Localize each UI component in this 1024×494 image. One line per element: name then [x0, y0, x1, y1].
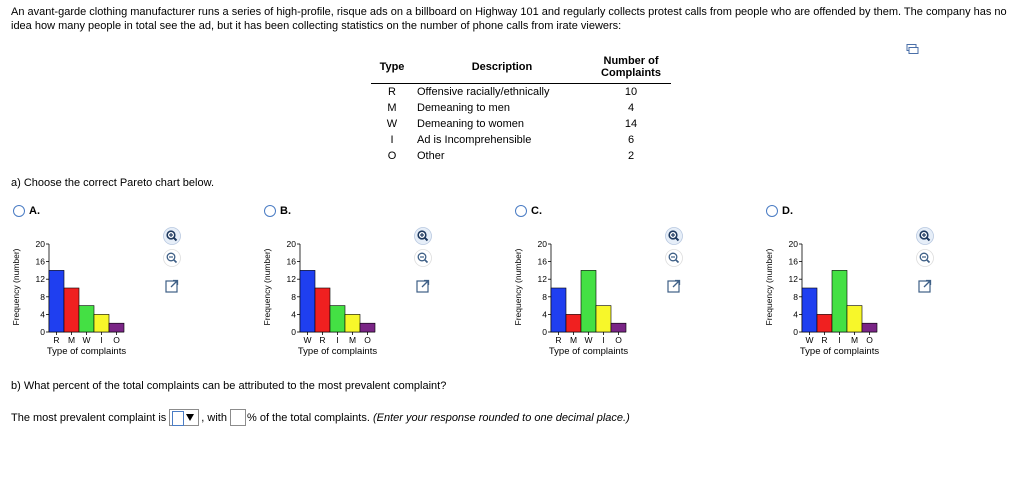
option-label: B. [280, 205, 291, 217]
cell-type: I [390, 134, 394, 146]
x-tick-label: M [348, 335, 357, 345]
y-tick-label: 0 [40, 327, 45, 337]
x-tick-label: W [303, 335, 312, 345]
y-tick-label: 16 [286, 256, 296, 267]
bar-W [300, 270, 315, 332]
x-tick-label: R [821, 335, 828, 345]
x-tick-label: O [113, 335, 120, 345]
bar-M [345, 314, 360, 332]
bar-O [109, 323, 124, 332]
part-a-prompt: a) Choose the correct Pareto chart below. [11, 177, 214, 189]
y-tick-label: 8 [542, 291, 547, 302]
cell-description: Ad is Incomprehensible [417, 134, 532, 146]
select-box [172, 411, 184, 426]
zoom-out-icon[interactable] [414, 249, 432, 267]
bar-O [862, 323, 877, 332]
y-tick-label: 20 [537, 239, 547, 249]
header-description: Description [413, 51, 591, 84]
pareto-chart-d [764, 233, 914, 363]
cell-description: Other [417, 150, 445, 162]
x-tick-label: O [866, 335, 873, 345]
y-tick-label: 4 [291, 309, 296, 320]
bar-W [79, 306, 94, 332]
part-b-prompt: b) What percent of the total complaints can be attributed to the most prevalent complaint? [11, 380, 447, 392]
bar-I [596, 306, 611, 332]
header-count: Number of Complaints [591, 51, 671, 84]
bar-R [49, 270, 64, 332]
y-tick-label: 16 [537, 256, 547, 267]
y-tick-label: 4 [793, 309, 798, 320]
cell-count: 6 [627, 134, 635, 146]
bar-I [832, 270, 847, 332]
cell-description: Demeaning to men [417, 102, 510, 114]
option-label: A. [29, 205, 40, 217]
y-axis-label: Frequency (number) [262, 248, 272, 326]
x-tick-label: M [569, 335, 578, 345]
y-tick-label: 20 [788, 239, 798, 249]
cell-count: 2 [627, 150, 635, 162]
y-tick-label: 12 [35, 274, 45, 285]
cell-type: M [387, 102, 397, 114]
radio-option-b[interactable] [264, 205, 276, 217]
y-tick-label: 12 [286, 274, 296, 285]
bar-W [581, 270, 596, 332]
option-d[interactable] [764, 205, 1014, 365]
x-tick-label: R [53, 335, 60, 345]
cell-description: Demeaning to women [417, 118, 525, 130]
y-tick-label: 20 [286, 239, 296, 249]
bar-O [360, 323, 375, 332]
y-tick-label: 12 [537, 274, 547, 285]
x-tick-label: W [805, 335, 814, 345]
complaints-table [371, 51, 671, 164]
answer-mid: , with [201, 411, 227, 424]
bar-R [817, 314, 832, 332]
zoom-in-icon[interactable] [916, 227, 934, 245]
bar-I [330, 306, 345, 332]
y-tick-label: 8 [291, 291, 296, 302]
y-tick-label: 0 [542, 327, 547, 337]
cell-count: 14 [624, 118, 638, 130]
option-b[interactable] [262, 205, 512, 365]
expand-icon[interactable] [665, 277, 683, 295]
zoom-in-icon[interactable] [414, 227, 432, 245]
radio-option-a[interactable] [13, 205, 25, 217]
pareto-chart-c [513, 233, 663, 363]
expand-icon[interactable] [916, 277, 934, 295]
y-tick-label: 16 [35, 256, 45, 267]
y-axis-label: Frequency (number) [11, 248, 21, 326]
answer-prefix: The most prevalent complaint is [11, 411, 167, 424]
zoom-in-icon[interactable] [163, 227, 181, 245]
x-tick-label: I [602, 335, 605, 345]
zoom-out-icon[interactable] [163, 249, 181, 267]
bar-R [551, 288, 566, 332]
option-a[interactable] [11, 205, 261, 365]
y-axis-label: Frequency (number) [764, 248, 774, 326]
bar-M [566, 314, 581, 332]
y-tick-label: 8 [793, 291, 798, 302]
x-tick-label: R [319, 335, 326, 345]
cell-type: R [388, 86, 396, 98]
expand-icon[interactable] [414, 277, 432, 295]
bar-O [611, 323, 626, 332]
y-tick-label: 16 [788, 256, 798, 267]
x-tick-label: W [82, 335, 91, 345]
x-axis-label: Type of complaints [46, 346, 127, 357]
answer-line [11, 409, 630, 426]
bar-M [847, 306, 862, 332]
y-axis-label: Frequency (number) [513, 248, 523, 326]
bar-W [802, 288, 817, 332]
y-tick-label: 8 [40, 291, 45, 302]
x-tick-label: I [100, 335, 103, 345]
zoom-out-icon[interactable] [916, 249, 934, 267]
y-tick-label: 0 [291, 327, 296, 337]
copy-icon[interactable] [905, 44, 919, 54]
answer-instruction: (Enter your response rounded to one decimal place.) [372, 411, 630, 424]
x-axis-label: Type of complaints [799, 346, 880, 357]
expand-icon[interactable] [163, 277, 181, 295]
answer-suffix: % of the total complaints. [246, 411, 370, 424]
bar-I [94, 314, 109, 332]
pareto-chart-a [11, 233, 161, 363]
y-tick-label: 12 [788, 274, 798, 285]
pareto-chart-b [262, 233, 412, 363]
option-label: D. [782, 205, 793, 217]
option-label: C. [531, 205, 542, 217]
x-tick-label: I [838, 335, 841, 345]
x-tick-label: W [584, 335, 593, 345]
x-tick-label: O [615, 335, 622, 345]
x-axis-label: Type of complaints [297, 346, 378, 357]
bar-M [64, 288, 79, 332]
y-tick-label: 0 [793, 327, 798, 337]
cell-count: 4 [627, 102, 635, 114]
table-row [371, 132, 671, 148]
x-tick-label: M [850, 335, 859, 345]
y-tick-label: 20 [35, 239, 45, 249]
x-tick-label: R [555, 335, 562, 345]
x-tick-label: I [336, 335, 339, 345]
cell-description: Offensive racially/ethnically [417, 86, 550, 98]
x-axis-label: Type of complaints [548, 346, 629, 357]
cell-type: O [387, 150, 397, 162]
table-row [371, 116, 671, 132]
x-tick-label: M [67, 335, 76, 345]
header-type: Type [371, 51, 413, 84]
option-c[interactable] [513, 205, 763, 365]
question-intro: An avant-garde clothing manufacturer runs a series of high-profile, risque ads on a billboard on Highway 101 and regularly collects protest calls from people who are offended by them. The company has no idea how many people in total see the ad, but it has been collecting statistics on the number of phone calls from irate viewers: [11, 6, 1007, 32]
zoom-in-icon[interactable] [665, 227, 683, 245]
zoom-out-icon[interactable] [665, 249, 683, 267]
table-row [371, 100, 671, 116]
percent-input[interactable] [230, 409, 246, 426]
y-tick-label: 4 [40, 309, 45, 320]
y-tick-label: 4 [542, 309, 547, 320]
radio-option-d[interactable] [766, 205, 778, 217]
table-row [371, 84, 671, 101]
complaint-select[interactable] [169, 409, 199, 426]
radio-option-c[interactable] [515, 205, 527, 217]
cell-type: W [386, 118, 398, 130]
dropdown-arrow-icon [186, 414, 194, 421]
table-row [371, 148, 671, 164]
bar-R [315, 288, 330, 332]
x-tick-label: O [364, 335, 371, 345]
cell-count: 10 [624, 86, 638, 98]
